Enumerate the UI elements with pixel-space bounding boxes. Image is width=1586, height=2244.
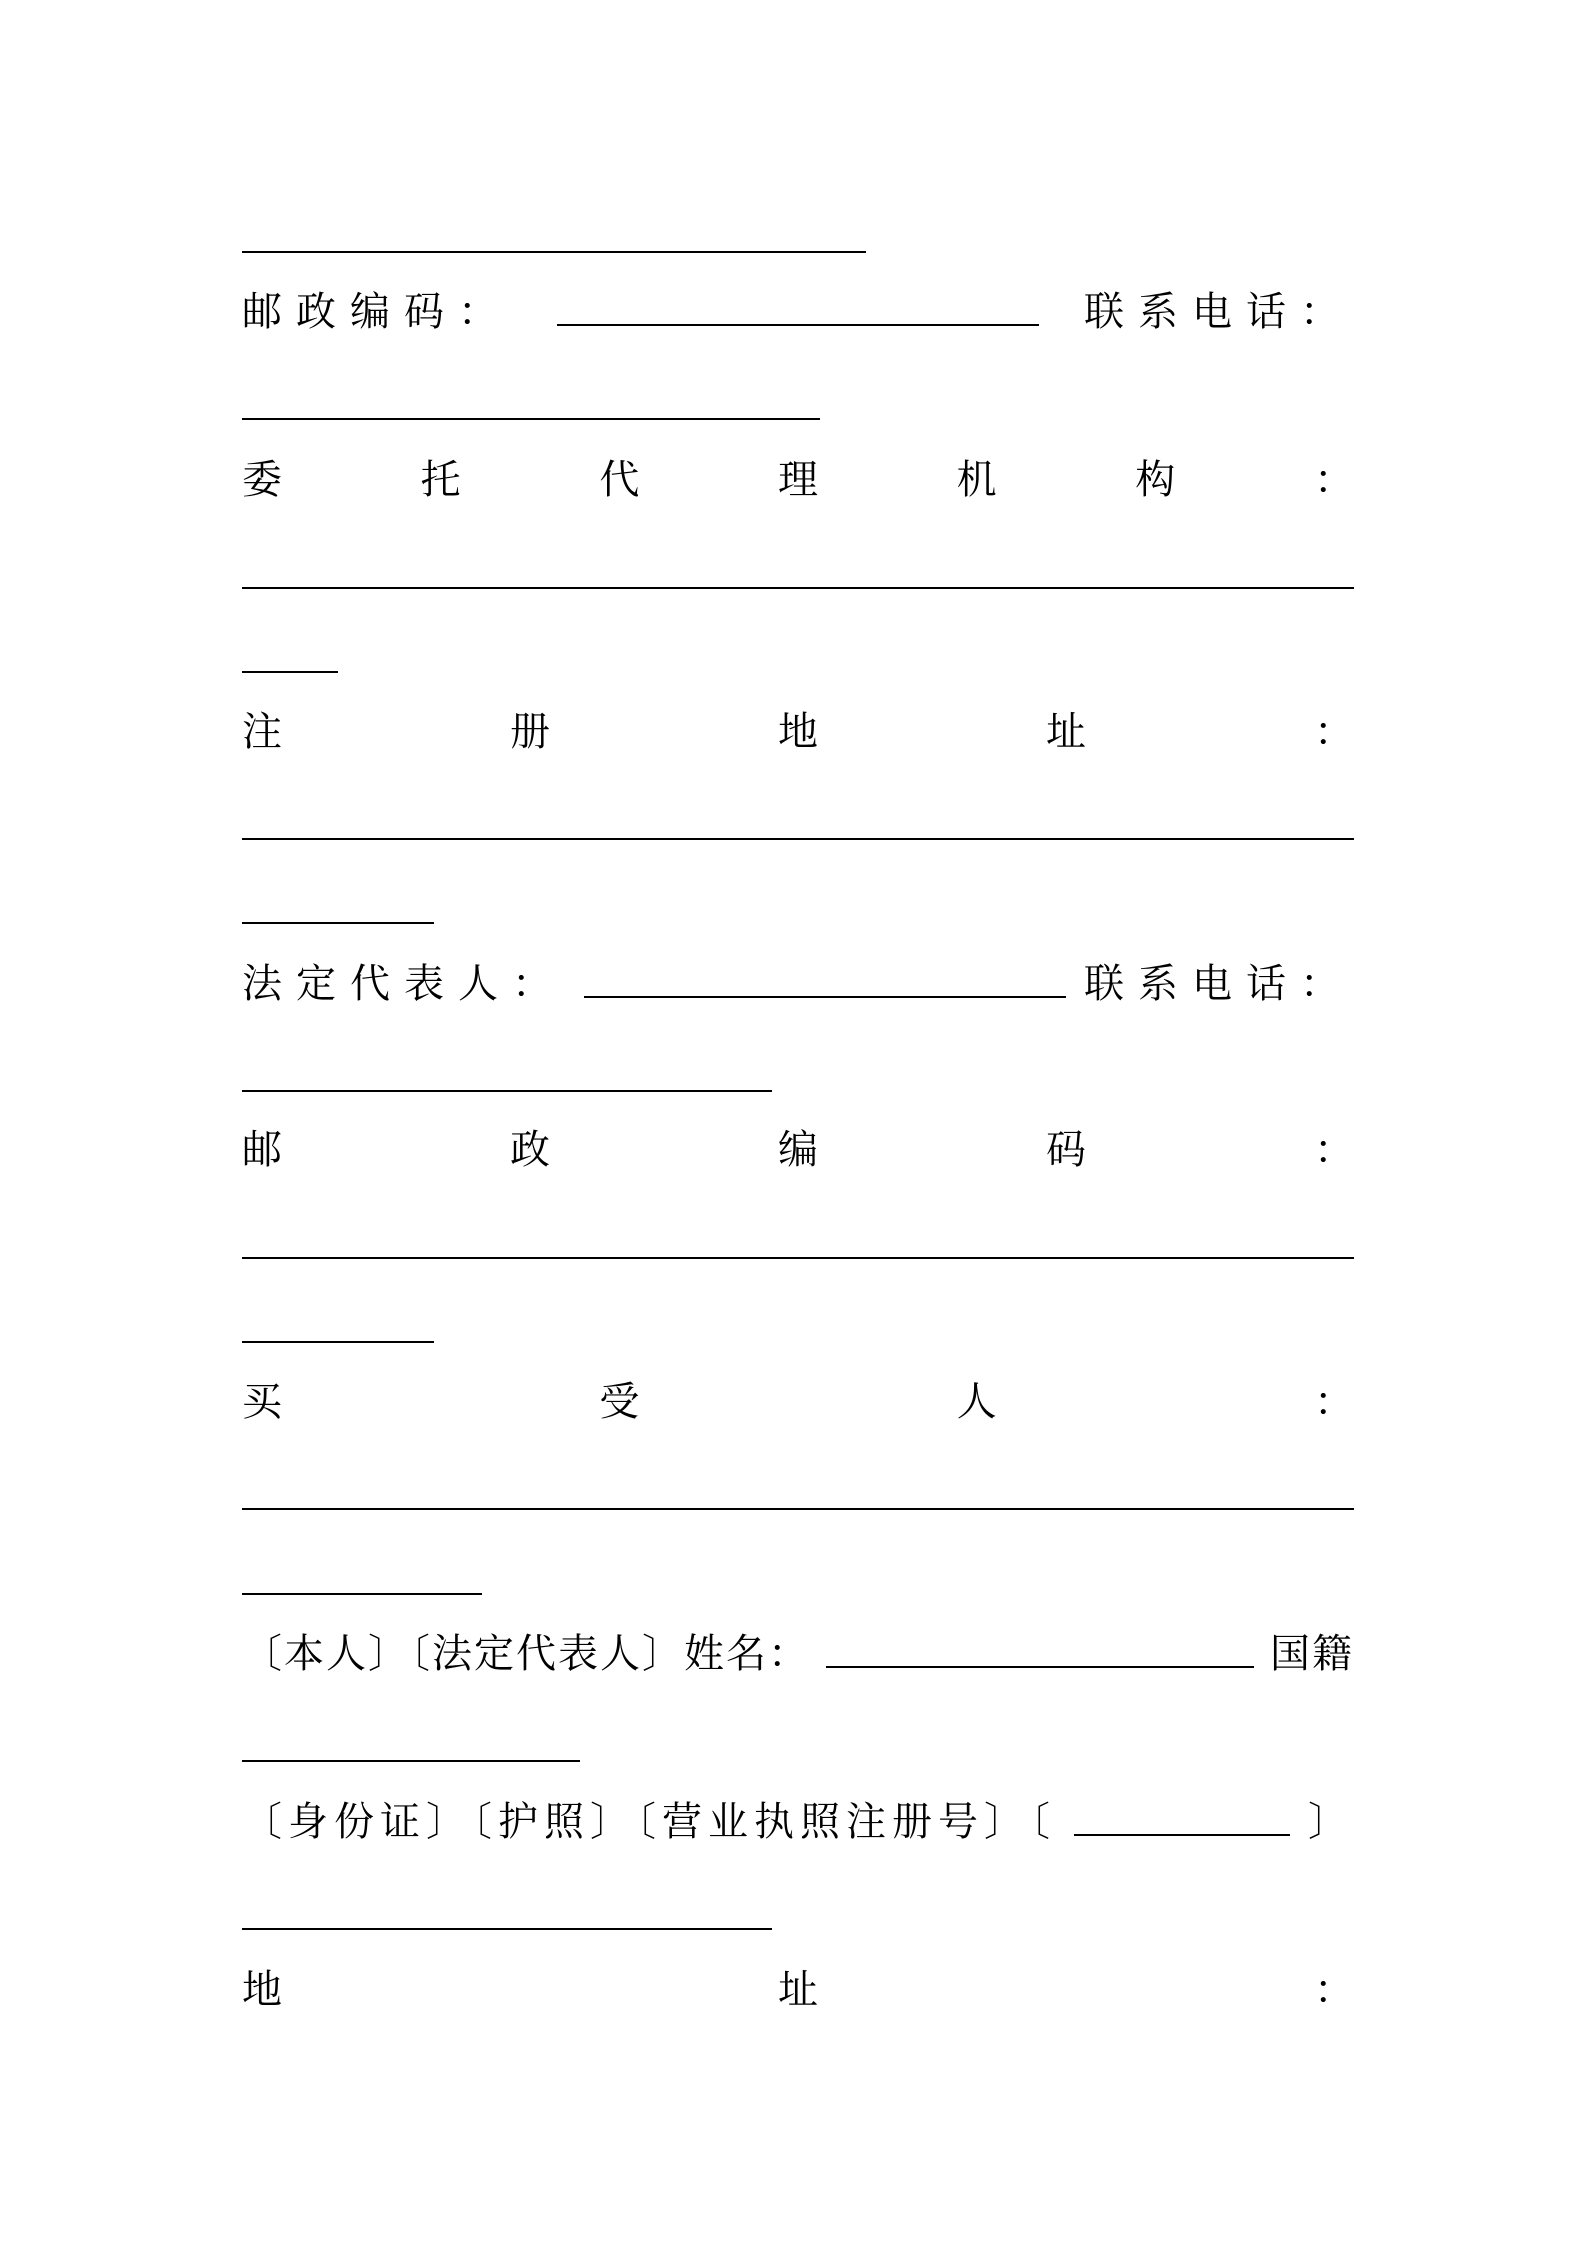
postal-code-char: 码 bbox=[1046, 1127, 1086, 1173]
postal-code-blank bbox=[557, 324, 1039, 326]
id-blank bbox=[1074, 1834, 1290, 1836]
buyer-char: 受 bbox=[599, 1379, 640, 1425]
agency-char: 代 bbox=[599, 457, 640, 503]
postal-code-char: ： bbox=[1314, 1127, 1354, 1173]
legal-rep-row bbox=[242, 954, 1354, 1014]
blank-line bbox=[242, 838, 1354, 840]
blank-line bbox=[242, 1257, 1354, 1259]
blank-line bbox=[242, 1508, 1354, 1510]
blank-line bbox=[242, 587, 1354, 589]
buyer-char: 人 bbox=[956, 1379, 997, 1425]
postal-phone-row bbox=[242, 282, 1354, 342]
agency-char: 委 bbox=[242, 457, 282, 503]
agency-char: 理 bbox=[777, 457, 818, 503]
address-char: 址 bbox=[778, 1967, 818, 2013]
nationality-label: 国籍 bbox=[1270, 1631, 1354, 1677]
postal-code-label: 邮政编码： bbox=[242, 289, 512, 335]
agency-char: 构 bbox=[1135, 457, 1176, 503]
blank-line bbox=[242, 1090, 772, 1092]
contact-phone-label: 联系电话： bbox=[1084, 961, 1354, 1007]
buyer-char: 买 bbox=[242, 1379, 282, 1425]
postal-code-row bbox=[242, 1120, 1354, 1180]
blank-line bbox=[242, 418, 820, 420]
reg-address-char: 地 bbox=[778, 709, 818, 755]
reg-address-char: 注 bbox=[242, 709, 282, 755]
legal-rep-blank bbox=[584, 996, 1066, 998]
contact-phone-label: 联系电话： bbox=[1084, 289, 1354, 335]
postal-code-char: 政 bbox=[510, 1127, 550, 1173]
reg-address-char: 册 bbox=[510, 709, 550, 755]
blank-line bbox=[242, 1593, 482, 1595]
agency-char: ： bbox=[1313, 457, 1354, 503]
agency-char: 托 bbox=[420, 457, 461, 503]
legal-rep-label: 法定代表人： bbox=[242, 961, 566, 1007]
id-label: 〔身份证〕〔护照〕〔营业执照注册号〕〔 bbox=[242, 1799, 1056, 1845]
blank-line bbox=[242, 1760, 580, 1762]
agency-row bbox=[242, 450, 1354, 510]
reg-address-char: ： bbox=[1314, 709, 1354, 755]
postal-code-char: 邮 bbox=[242, 1127, 282, 1173]
address-row bbox=[242, 1960, 1354, 2020]
id-row bbox=[242, 1792, 1354, 1852]
reg-address-char: 址 bbox=[1046, 709, 1086, 755]
postal-code-char: 编 bbox=[778, 1127, 818, 1173]
reg-address-row bbox=[242, 702, 1354, 762]
address-char: 地 bbox=[242, 1967, 282, 2013]
blank-line bbox=[242, 671, 338, 673]
blank-line bbox=[242, 1341, 434, 1343]
address-char: ： bbox=[1314, 1967, 1354, 2013]
blank-line bbox=[242, 251, 866, 253]
name-row bbox=[242, 1624, 1354, 1684]
id-close-bracket: 〕 bbox=[1308, 1799, 1354, 1845]
buyer-row bbox=[242, 1372, 1354, 1432]
name-label: 〔本人〕〔法定代表人〕姓名： bbox=[242, 1631, 810, 1677]
buyer-char: ： bbox=[1313, 1379, 1354, 1425]
name-blank bbox=[826, 1666, 1254, 1668]
agency-char: 机 bbox=[956, 457, 997, 503]
blank-line bbox=[242, 1928, 772, 1930]
blank-line bbox=[242, 922, 434, 924]
